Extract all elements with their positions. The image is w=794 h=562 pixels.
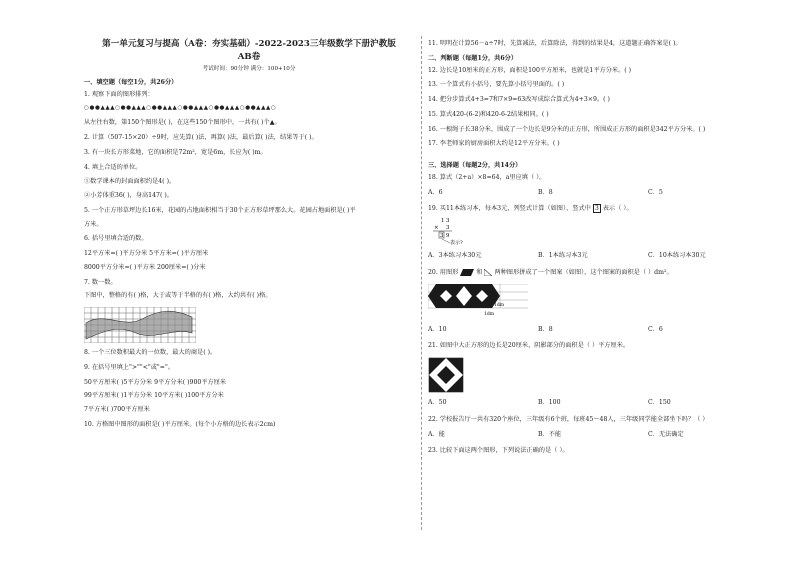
question-20-text-a: 20. 用图形 bbox=[428, 268, 459, 276]
question-11: 11. 明明在计算56－a÷7时，先算减法，后算除法，得到的结果是4，这道题正确答案是( )。 bbox=[428, 40, 682, 47]
question-13: 13. 一个算式有小括号，要先算小括号里面的。( ) bbox=[428, 81, 565, 89]
question-9c: 7平方米( )700平方厘米 bbox=[84, 406, 150, 413]
question-1: 1. 观察下面的图形排列： bbox=[84, 90, 154, 98]
calc-digit-4: 3 bbox=[440, 233, 444, 239]
question-18: 18. 算式（2+a）×8=64，a里应填（ ）。 bbox=[428, 173, 546, 181]
calc-digit-2: 3 bbox=[446, 218, 450, 224]
question-12: 12. 边长是10厘米的正方形，面积是100平方厘米，也就是1平方分米。( ) bbox=[428, 66, 632, 74]
question-2: 2. 计算（507-15×20）÷9时，应先算( )法，再算( )法，最后算( )法，结果等于( )。 bbox=[84, 134, 318, 141]
question-20 bbox=[428, 269, 758, 277]
question-6: 6. 括号里填合适的数。 bbox=[84, 235, 148, 243]
question-8: 8. 一个三位数积最大的一位数，最大的商是( )。 bbox=[84, 349, 217, 356]
options-22 bbox=[428, 431, 758, 439]
question-17: 17. 李老师家的厨房面积大约是12平方分米。( ) bbox=[428, 140, 560, 148]
triangle-icon bbox=[484, 269, 492, 276]
options-20 bbox=[428, 326, 758, 334]
options-21 bbox=[428, 399, 758, 407]
tile-pattern-svg bbox=[428, 284, 528, 320]
unit-label-vertical: 1dm bbox=[494, 302, 505, 308]
question-15: 15. 算式420-(6-2)和420-6-2结果相同。( ) bbox=[428, 110, 549, 118]
question-9b: 99平方厘米( )1平方分米 10平方米( )100平方分米 bbox=[84, 392, 224, 400]
question-4: 4. 填上合适的单位。 bbox=[84, 163, 142, 171]
question-5: 5. 一个正方形草坪边长16米，花园的占地面积相当于30个正方形草坪那么大。花园占地面积是( )平 bbox=[84, 206, 356, 214]
question-3: 3. 有一块长方形菜地，它的面积是72m²，宽是6m，长应为( )m。 bbox=[84, 148, 267, 156]
options-18 bbox=[428, 189, 758, 197]
option-21a[interactable]: A．50 bbox=[428, 399, 447, 406]
question-9: 9. 在括号里填上">""<"或"="。 bbox=[84, 363, 174, 371]
shape-pattern: ○●●▲▲▲○●●▲▲▲○●●▲▲▲○●●▲▲▲○●●▲▲▲○●●▲▲▲○ bbox=[84, 105, 277, 112]
title-line-1: 第一单元复习与提高（A卷：夯实基础）-2022-2023三年级数学下册沪教版 bbox=[102, 39, 396, 49]
option-21c[interactable]: C．150 bbox=[648, 399, 671, 406]
question-19-text-end: 表示（ ）。 bbox=[602, 205, 633, 213]
exam-meta: 考试时间：90分钟 满分：100+10分 bbox=[202, 65, 296, 72]
question-4a: ①数学课本的封面面积约是4( )。 bbox=[84, 178, 176, 186]
question-6a: 12平方米=( )平方分米 5平方米=( )平方厘米 bbox=[84, 250, 209, 257]
options-19 bbox=[428, 252, 758, 260]
question-4b: ②小芳体重36( )，身高147( )。 bbox=[84, 192, 173, 199]
option-19b[interactable]: B．1本练习本3元 bbox=[538, 252, 588, 259]
option-21b[interactable]: B．100 bbox=[538, 399, 561, 406]
exam-title bbox=[84, 38, 414, 64]
tile-pattern-figure bbox=[428, 284, 758, 320]
calc-digit-5: 9 bbox=[446, 233, 450, 239]
vertical-calc-figure bbox=[428, 216, 758, 246]
question-10: 10. 方格图中图形的面积是( )平方厘米。(每个小方格的边长表示2cm) bbox=[84, 420, 276, 428]
left-column bbox=[84, 34, 414, 436]
title-line-2: AB卷 bbox=[237, 51, 261, 62]
option-18a[interactable]: A．6 bbox=[428, 188, 443, 196]
grid-figure-q7 bbox=[84, 307, 414, 343]
square-figure bbox=[428, 357, 758, 393]
question-16: 16. 一根绳子长38分米，围成了一个边长是9分米的正方形，所围成正方形的面积是342平方分米。( ) bbox=[428, 125, 706, 133]
option-20a[interactable]: A．10 bbox=[428, 325, 447, 333]
section-true-false: 二、判断题（每题1分，共6分） bbox=[428, 54, 518, 62]
question-9a: 50平方厘米( )5平方分米 9平方分米( )900平方厘米 bbox=[84, 378, 227, 386]
option-18b[interactable]: B．8 bbox=[538, 188, 553, 196]
right-column bbox=[428, 34, 758, 462]
option-22a[interactable]: A．能 bbox=[428, 430, 445, 438]
calc-arrow-label: 表示? bbox=[450, 240, 463, 246]
question-22: 22. 学校报告厅一共有320个座位，三年级有6个班，每班45～48人，三年级同学能全部坐下吗？（ ） bbox=[428, 415, 709, 423]
option-19c[interactable]: C．10本练习本30元 bbox=[648, 252, 706, 259]
option-22b[interactable]: B．不能 bbox=[538, 430, 562, 438]
question-5b: 方米。 bbox=[84, 220, 103, 228]
question-6b: 8000平方分米=( )平方米 200厘米=( )分米 bbox=[84, 263, 206, 271]
question-20-text-c: 两种图形拼成了一个图案（如图），这个图案的面积是（ ）dm²。 bbox=[494, 268, 673, 276]
option-19a[interactable]: A．3本练习本30元 bbox=[428, 252, 482, 259]
calc-digit-3: 3 bbox=[446, 225, 450, 231]
option-20c[interactable]: C．6 bbox=[648, 325, 663, 333]
question-19 bbox=[428, 205, 758, 213]
question-20-text-b: 和 bbox=[476, 268, 483, 276]
question-14: 14. 把分步算式4+3=7和7×9=63改写成综合算式为4+3×9。( ) bbox=[428, 96, 610, 103]
question-7b: 下图中，整格的有( )格，大于或等于半格的有( )格，大约共有( )格。 bbox=[84, 292, 272, 300]
question-21: 21. 如图中大正方形的边长是20厘米，阴影部分的面积是（ ）平方厘米。 bbox=[428, 342, 630, 350]
parallelogram-icon bbox=[460, 269, 474, 276]
question-23: 23. 比较下面这两个图形，下列说法正确的是（ ）。 bbox=[428, 447, 569, 455]
option-22c[interactable]: C．无法确定 bbox=[648, 430, 684, 438]
section-choice: 三、选择题（每题2分，共14分） bbox=[428, 162, 522, 169]
option-18c[interactable]: C．5 bbox=[648, 188, 663, 196]
question-19-text: 19. 买11本练习本，每本3元，列竖式计算（如图），竖式中 bbox=[428, 205, 591, 213]
unit-label-horizontal: 1dm bbox=[484, 311, 495, 317]
question-7: 7. 数一数。 bbox=[84, 278, 117, 286]
column-divider bbox=[421, 36, 422, 530]
section-fill-in: 一、填空题（每空1分，共26分） bbox=[84, 78, 178, 86]
vertical-calc-svg bbox=[428, 216, 478, 246]
calc-digit-1: 1 bbox=[441, 218, 445, 224]
question-1b: 从左往右数，第150个图形是( )，在这些150个图形中，一共有( )个▲。 bbox=[84, 119, 281, 127]
q19-boxed-digit: 3 bbox=[594, 205, 599, 213]
square-shaded-svg bbox=[428, 357, 464, 393]
calc-times: × bbox=[434, 225, 439, 231]
wave-grid-svg bbox=[84, 307, 196, 343]
option-20b[interactable]: B．8 bbox=[538, 325, 553, 333]
